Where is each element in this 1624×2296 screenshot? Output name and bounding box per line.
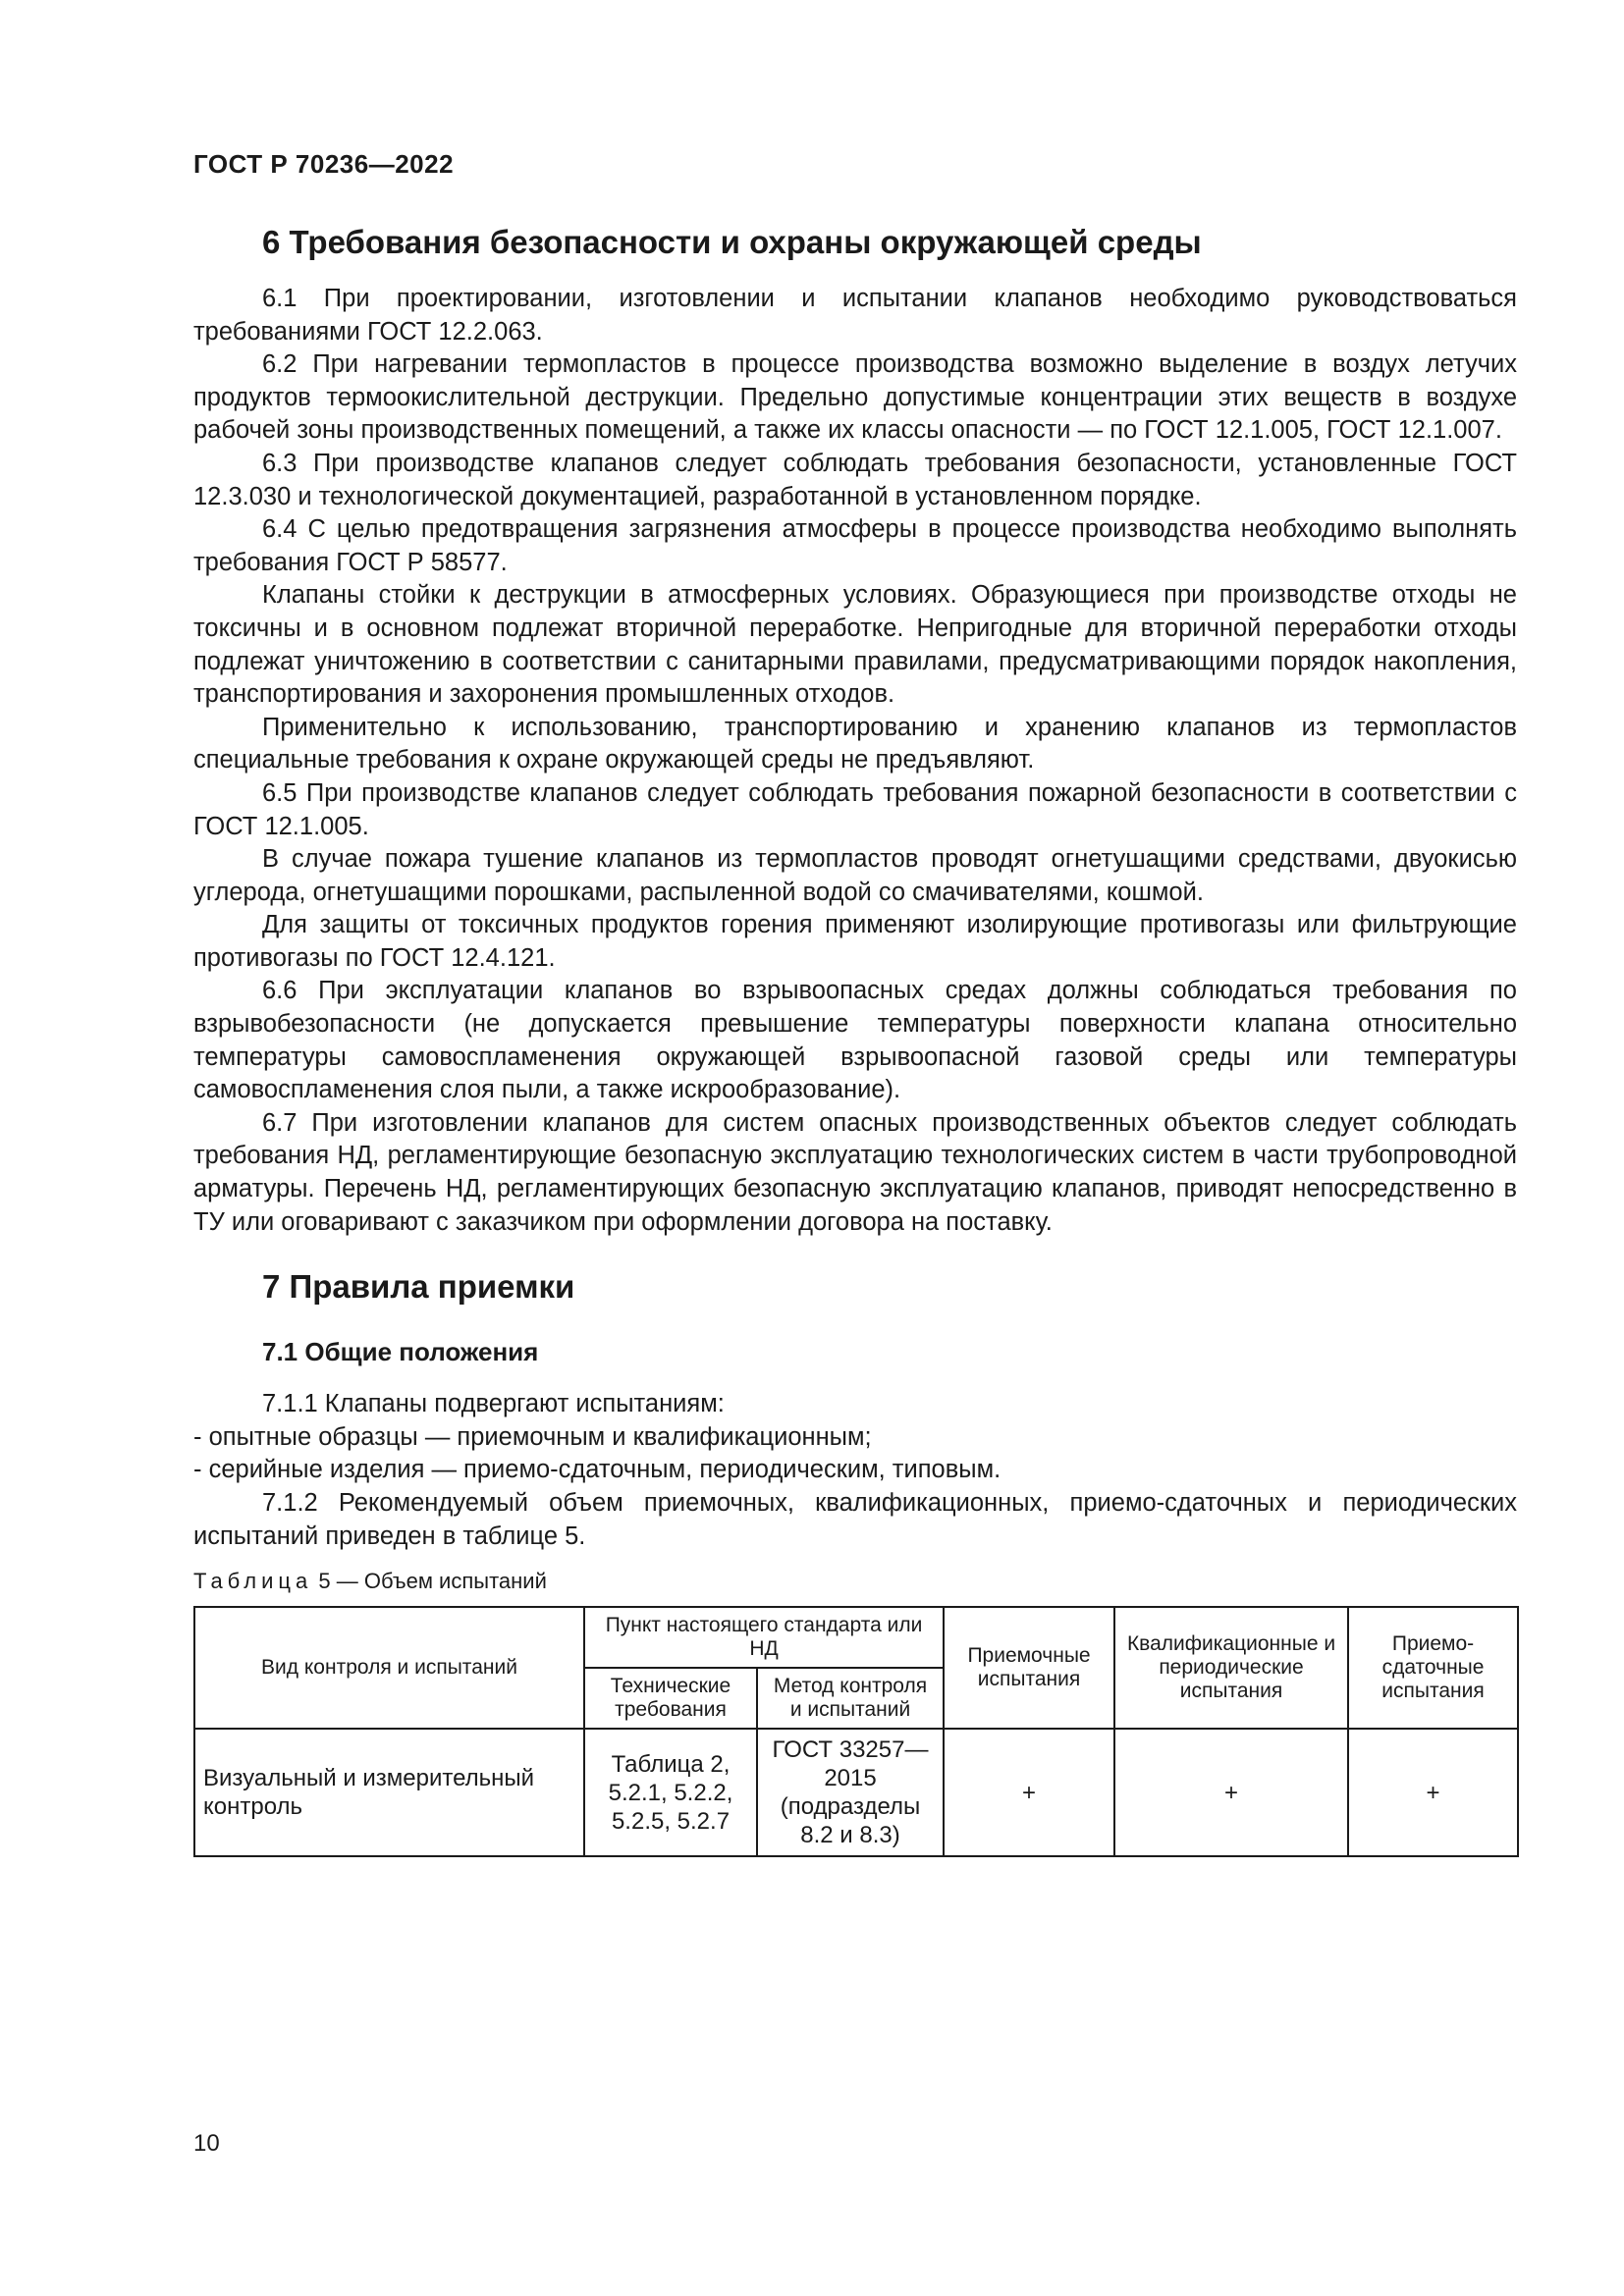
table-row xyxy=(194,1729,1518,1856)
paragraph-6-4-waste: Клапаны стойки к деструкции в атмосферных условиях. Образующиеся при производстве отходы не токсичны и в основном подлежат вторичной переработке. Непригодные для вторичной переработки отходы подлежат уничтожению в соответствии с санитарными правилами, предусматривающими порядок накопления, транспортирования и захоронения промышленных отходов. xyxy=(193,581,1517,709)
header-delivery: Приемо-сдаточные испытания xyxy=(1348,1607,1518,1729)
cell-test-type: Визуальный и измерительный контроль xyxy=(194,1729,584,1856)
paragraph-6-4: 6.4 С целью предотвращения загрязнения атмосферы в процессе производства необходимо выполнять требования ГОСТ Р 58577. xyxy=(193,515,1517,576)
table-5 xyxy=(193,1606,1519,1857)
page-content xyxy=(193,222,1517,1857)
list-item-serial: - серийные изделия — приемо-сдаточным, периодическим, типовым. xyxy=(193,1456,1001,1484)
cell-acceptance: + xyxy=(944,1729,1114,1856)
header-clause-group: Пункт настоящего стандарта или НД xyxy=(584,1607,944,1668)
paragraph-6-2: 6.2 При нагревании термопластов в процессе производства возможно выделение в воздух летучих продуктов термоокислительной деструкции. Предельно допустимые концентрации этих веществ в воздухе рабочей зоны производственных помещений, а также их классы опасности — по ГОСТ 12.1.005, ГОСТ 12.1.007. xyxy=(193,350,1517,445)
header-tech-requirements: Технические требования xyxy=(584,1668,757,1729)
header-test-method: Метод контроля и испытаний xyxy=(757,1668,944,1729)
table-caption-rest: 5 — Объем испытаний xyxy=(318,1569,547,1594)
paragraph-6-5: 6.5 При производстве клапанов следует соблюдать требования пожарной безопасности в соответствии с ГОСТ 12.1.005. xyxy=(193,778,1517,840)
paragraph-6-5-fire: В случае пожара тушение клапанов из термопластов проводят огнетушащими средствами, двуокисью углерода, огнетушащими порошками, распыленной водой со смачивателями, кошмой. xyxy=(193,845,1517,906)
paragraph-7-1-1: 7.1.1 Клапаны подвергают испытаниям: xyxy=(262,1390,725,1418)
cell-delivery: + xyxy=(1348,1729,1518,1856)
cell-qualification: + xyxy=(1114,1729,1348,1856)
document-code-header: ГОСТ Р 70236—2022 xyxy=(193,149,455,179)
cell-test-method: ГОСТ 33257—2015 (подразделы 8.2 и 8.3) xyxy=(757,1729,944,1856)
section-6-body xyxy=(193,283,1517,1239)
cell-tech-requirements: Таблица 2, 5.2.1, 5.2.2, 5.2.5, 5.2.7 xyxy=(584,1729,757,1856)
paragraph-6-1: 6.1 При проектировании, изготовлении и испытании клапанов необходимо руководствоваться требованиями ГОСТ 12.2.063. xyxy=(193,285,1517,346)
header-qualification: Квалификационные и периодические испытания xyxy=(1114,1607,1348,1729)
subsection-7-1-title: 7.1 Общие положения xyxy=(262,1337,539,1367)
paragraph-6-4-storage: Применительно к использованию, транспортированию и хранению клапанов из термопластов специальные требования к охране окружающей среды не предъявляют. xyxy=(193,713,1517,774)
paragraph-6-7: 6.7 При изготовлении клапанов для систем опасных производственных объектов следует соблюдать требования НД, регламентирующие безопасную эксплуатацию технологических систем в части трубопроводной арматуры. Перечень НД, регламентирующих безопасную эксплуатацию клапанов, приводят непосредственно в ТУ или оговаривают с заказчиком при оформлении договора на поставку. xyxy=(193,1108,1517,1236)
table-5-caption xyxy=(193,1567,1517,1596)
header-test-type: Вид контроля и испытаний xyxy=(194,1607,584,1729)
header-acceptance: Приемочные испытания xyxy=(944,1607,1114,1729)
paragraph-6-6: 6.6 При эксплуатации клапанов во взрывоопасных средах должны соблюдаться требования по взрывобезопасности (не допускается превышение температуры поверхности клапана относительно температуры самовоспламенения окружающей взрывоопасной газовой среды или температуры самовоспламенения слоя пыли, а также искрообразование). xyxy=(193,977,1517,1104)
table-caption-label: Таблица xyxy=(193,1569,313,1594)
page-number: 10 xyxy=(193,2130,220,2157)
section-7-title: 7 Правила приемки xyxy=(262,1268,575,1306)
list-item-prototypes: - опытные образцы — приемочным и квалификационным; xyxy=(193,1422,872,1451)
paragraph-6-5-protection: Для защиты от токсичных продуктов горения применяют изолирующие противогазы или фильтрующие противогазы по ГОСТ 12.4.121. xyxy=(193,911,1517,972)
paragraph-7-1-2: 7.1.2 Рекомендуемый объем приемочных, квалификационных, приемо-сдаточных и периодических испытаний приведен в таблице 5. xyxy=(193,1489,1517,1550)
section-6-title: 6 Требования безопасности и охраны окружающей среды xyxy=(262,224,1202,260)
section-7-body xyxy=(193,1388,1517,1553)
paragraph-6-3: 6.3 При производстве клапанов следует соблюдать требования безопасности, установленные ГОСТ 12.3.030 и технологической документацией, разработанной в установленном порядке. xyxy=(193,449,1517,510)
